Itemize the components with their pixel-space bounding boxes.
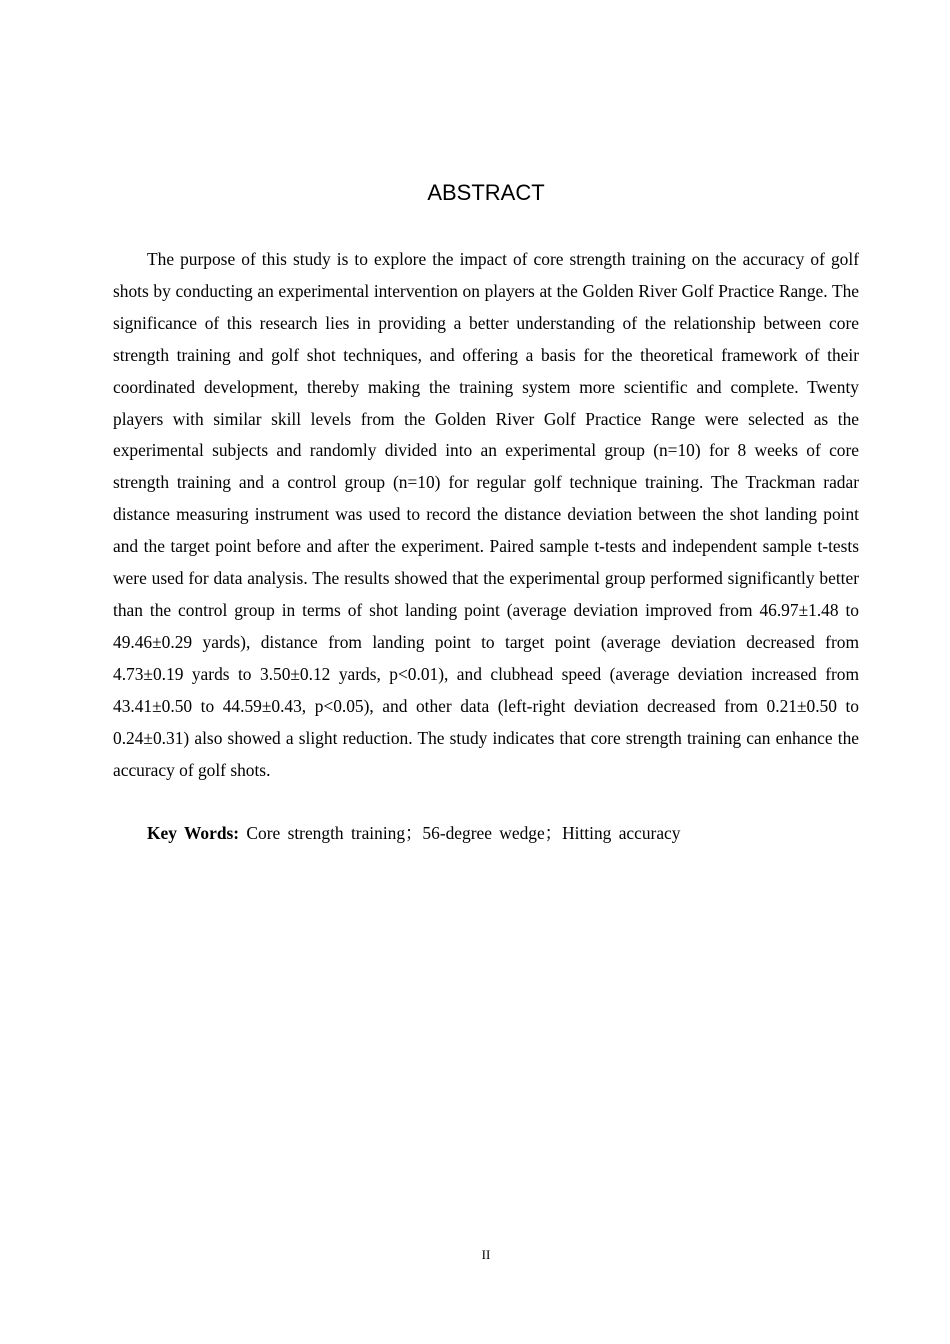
page-number: II (481, 1247, 491, 1262)
keywords-text: Core strength training；56-degree wedge；Hitting accuracy (246, 823, 681, 843)
abstract-heading: ABSTRACT (427, 180, 545, 205)
keywords-line (113, 818, 859, 850)
keywords-label: Key Words: (147, 823, 240, 843)
abstract-paragraph: The purpose of this study is to explore the impact of core strength training on the accuracy of golf shots by conducting an experimental intervention on players at the Golden River Golf Practice Range. The significance of this research lies in providing a better understanding of the relationship between core strength training and golf shot techniques, and offering a basis for the theoretical framework of their coordinated development, thereby making the training system more scientific and complete. Twenty players with similar skill levels from the Golden River Golf Practice Range were selected as the experimental subjects and randomly divided into an experimental group (n=10) for 8 weeks of core strength training and a control group (n=10) for regular golf technique training. The Trackman radar distance measuring instrument was used to record the distance deviation between the shot landing point and the target point before and after the experiment. Paired sample t-tests and independent sample t-tests were used for data analysis. The results showed that the experimental group performed significantly better than the control group in terms of shot landing point (average deviation improved from 46.97±1.48 to 49.46±0.29 yards), distance from landing point to target point (average deviation decreased from 4.73±0.19 yards to 3.50±0.12 yards, p<0.01), and clubhead speed (average deviation increased from 43.41±0.50 to 44.59±0.43, p<0.05), and other data (left-right deviation decreased from 0.21±0.50 to 0.24±0.31) also showed a slight reduction. The study indicates that core strength training can enhance the accuracy of golf shots. (113, 249, 859, 780)
